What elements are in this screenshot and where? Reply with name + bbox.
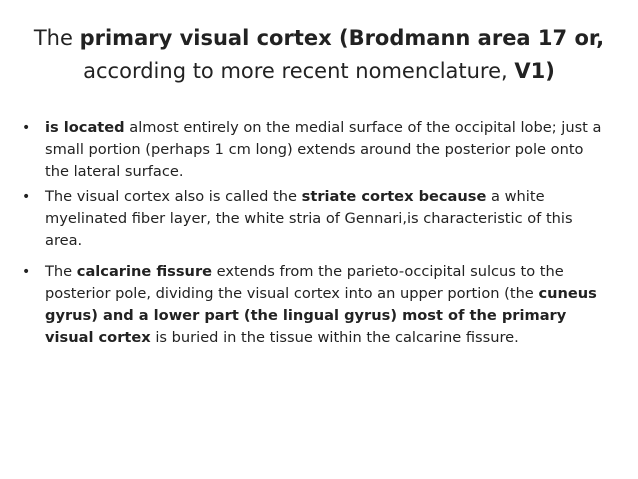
title-bold-2: V1) (514, 59, 555, 83)
bullet-2-text-a: The visual cortex also is called the (45, 188, 302, 205)
bullet-1-text: almost entirely on the medial surface of the occipital lobe; just a small portion (perhaps 1 cm long) extends around the posterior pole onto the lateral surface. (45, 119, 602, 180)
bullet-3-text-b: extends from the parieto-occipital sulcus to the posterior pole, dividing the visual cortex into an upper portion (the (45, 263, 564, 302)
bullet-2-bold: striate cortex because (301, 188, 487, 205)
bullet-list (22, 117, 602, 349)
bullet-item (22, 261, 602, 349)
bullet-dot-icon: • (22, 120, 31, 136)
slide-title (16, 22, 622, 88)
bullet-3-text-a: The (45, 263, 77, 280)
bullet-3-text-c: is buried in the tissue within the calcarine fissure. (150, 329, 519, 346)
bullet-dot-icon: • (22, 189, 31, 205)
bullet-dot-icon: • (22, 264, 31, 280)
title-part-2: according to more recent nomenclature, (83, 59, 515, 83)
title-bold-1: primary visual cortex (Brodmann area 17 or, (79, 26, 605, 50)
bullet-item (22, 186, 602, 252)
title-part-1: The (33, 26, 80, 50)
bullet-3-bold-a: calcarine fissure (76, 263, 213, 280)
bullet-1-bold: is located (45, 119, 125, 136)
bullet-2-text-b: a white myelinated fiber layer, the white stria of Gennari,is characteristic of this area. (45, 188, 573, 249)
bullet-3-bold-b: cuneus gyrus) and a lower part (the lingual gyrus) most of the primary visual cortex (45, 285, 597, 346)
bullet-item (22, 117, 602, 183)
